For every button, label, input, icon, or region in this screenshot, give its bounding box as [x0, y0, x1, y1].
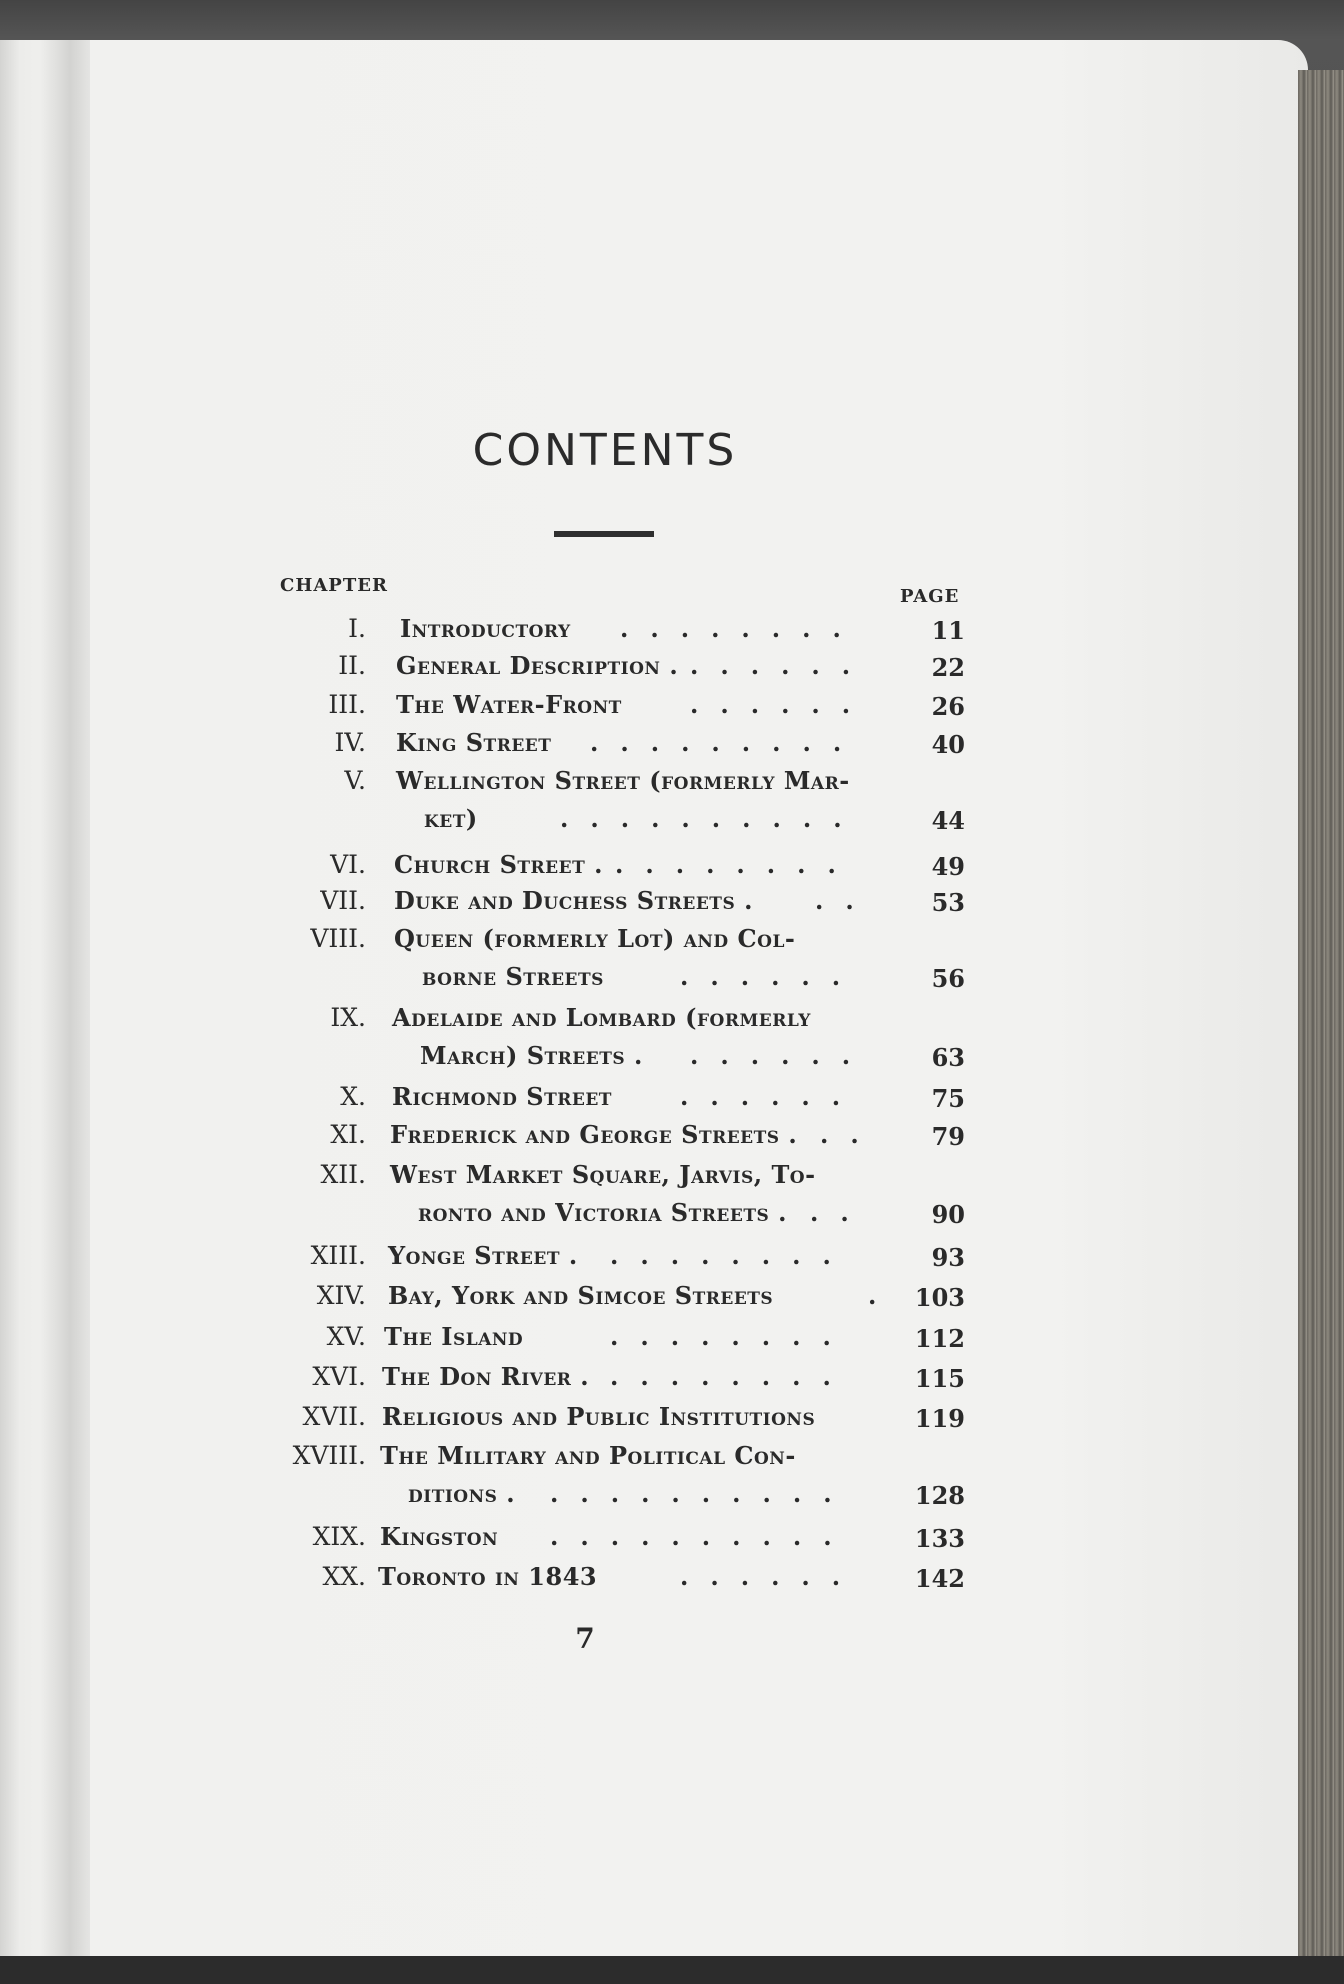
- page-reference: 93: [931, 1243, 965, 1272]
- dot-leader: .........: [590, 728, 864, 757]
- dot-leader: ..........: [560, 804, 864, 833]
- chapter-title-continued: ket): [424, 804, 478, 833]
- chapter-number: I.: [348, 614, 366, 643]
- chapter-title: Toronto in 1843: [378, 1562, 598, 1591]
- chapter-number: XIII.: [310, 1241, 366, 1270]
- chapter-number: IX.: [330, 1003, 366, 1032]
- chapter-number: XI.: [330, 1120, 366, 1149]
- page-column-label: PAGE: [900, 586, 960, 607]
- page-reference: 75: [931, 1084, 965, 1113]
- chapter-number: XV.: [326, 1322, 366, 1351]
- chapter-title: The Water-Front: [396, 690, 622, 719]
- dot-leader: ..........: [550, 1522, 854, 1551]
- page-reference: 142: [914, 1564, 965, 1593]
- toc-entry: [0, 766, 1344, 844]
- toc-entry: [0, 1160, 1344, 1238]
- dot-leader: ........: [610, 1241, 853, 1270]
- toc-entry: [0, 1003, 1344, 1081]
- chapter-title: King Street: [396, 728, 552, 757]
- chapter-number: XVIII.: [292, 1441, 366, 1470]
- chapter-title: Introductory: [400, 614, 571, 643]
- toc-entry: [0, 924, 1344, 1002]
- chapter-title: Yonge Street .: [388, 1241, 578, 1270]
- dot-leader: ........: [610, 1322, 853, 1351]
- page-reference: 128: [914, 1481, 965, 1510]
- page-reference: 49: [931, 852, 965, 881]
- page-reference: 40: [931, 730, 965, 759]
- dot-leader: ......: [680, 1082, 863, 1111]
- chapter-title: Queen (formerly Lot) and Col-: [394, 924, 796, 953]
- chapter-column-label: CHAPTER: [280, 575, 388, 596]
- chapter-title: General Description .: [396, 651, 679, 680]
- dot-leader: ..: [815, 886, 876, 915]
- dot-leader: ........: [610, 1362, 853, 1391]
- chapter-number: VIII.: [310, 924, 366, 953]
- page-title: CONTENTS: [472, 425, 738, 476]
- chapter-title: Church Street .: [394, 850, 603, 879]
- chapter-title: The Military and Political Con-: [380, 1441, 796, 1470]
- chapter-number: X.: [340, 1082, 366, 1111]
- dot-leader: ..: [820, 1120, 881, 1149]
- page-reference: 22: [931, 653, 965, 682]
- page-reference: 119: [914, 1404, 965, 1433]
- page-number: 7: [575, 1622, 595, 1655]
- chapter-number: IV.: [334, 728, 366, 757]
- chapter-title: Frederick and George Streets .: [390, 1120, 798, 1149]
- chapter-title: West Market Square, Jarvis, To-: [390, 1160, 816, 1189]
- chapter-title-continued: ronto and Victoria Streets .: [418, 1198, 787, 1227]
- chapter-number: XII.: [320, 1160, 366, 1189]
- chapter-number: VI.: [330, 850, 366, 879]
- chapter-number: V.: [344, 766, 366, 795]
- chapter-number: XVII.: [302, 1402, 366, 1431]
- page-reference: 53: [931, 888, 965, 917]
- chapter-number: III.: [328, 690, 366, 719]
- dot-leader: .: [868, 1281, 899, 1310]
- chapter-number: XIV.: [316, 1281, 366, 1310]
- page-reference: 90: [931, 1200, 965, 1229]
- chapter-number: XX.: [322, 1562, 366, 1591]
- chapter-number: XVI.: [312, 1362, 366, 1391]
- page-reference: 103: [914, 1283, 965, 1312]
- chapter-title: Bay, York and Simcoe Streets: [388, 1281, 774, 1310]
- page-reference: 79: [931, 1122, 965, 1151]
- chapter-number: VII.: [320, 886, 366, 915]
- page-reference: 63: [931, 1043, 965, 1072]
- toc-entry: [0, 1441, 1344, 1519]
- chapter-title: The Don River .: [382, 1362, 590, 1391]
- dot-leader: ......: [690, 690, 873, 719]
- dot-leader: ......: [690, 651, 873, 680]
- chapter-title: Richmond Street: [392, 1082, 612, 1111]
- chapter-title: Duke and Duchess Streets .: [394, 886, 753, 915]
- page-reference: 11: [931, 616, 965, 645]
- dot-leader: ..: [810, 1198, 871, 1227]
- dot-leader: ......: [690, 1041, 873, 1070]
- toc-entry: [0, 1562, 1344, 1640]
- chapter-title-continued: March) Streets .: [420, 1041, 643, 1070]
- chapter-title-continued: borne Streets: [422, 962, 604, 991]
- page-reference: 133: [914, 1524, 965, 1553]
- dot-leader: ........: [615, 850, 858, 879]
- page-reference: 56: [931, 964, 965, 993]
- dot-leader: ..........: [550, 1479, 854, 1508]
- page-reference: 44: [931, 806, 965, 835]
- dot-leader: ......: [680, 1562, 863, 1591]
- page-reference: 115: [914, 1364, 965, 1393]
- chapter-title: Wellington Street (formerly Mar-: [396, 766, 850, 795]
- chapter-title: Religious and Public Institutions: [382, 1402, 816, 1431]
- page-reference: 112: [914, 1324, 965, 1353]
- chapter-title: The Island: [384, 1322, 524, 1351]
- page-reference: 26: [931, 692, 965, 721]
- chapter-number: XIX.: [312, 1522, 366, 1551]
- dot-leader: ........: [620, 614, 863, 643]
- chapter-title: Kingston: [380, 1522, 499, 1551]
- chapter-title-continued: ditions .: [408, 1479, 516, 1508]
- chapter-title: Adelaide and Lombard (formerly: [392, 1003, 811, 1032]
- dot-leader: ......: [680, 962, 863, 991]
- chapter-number: II.: [338, 651, 366, 680]
